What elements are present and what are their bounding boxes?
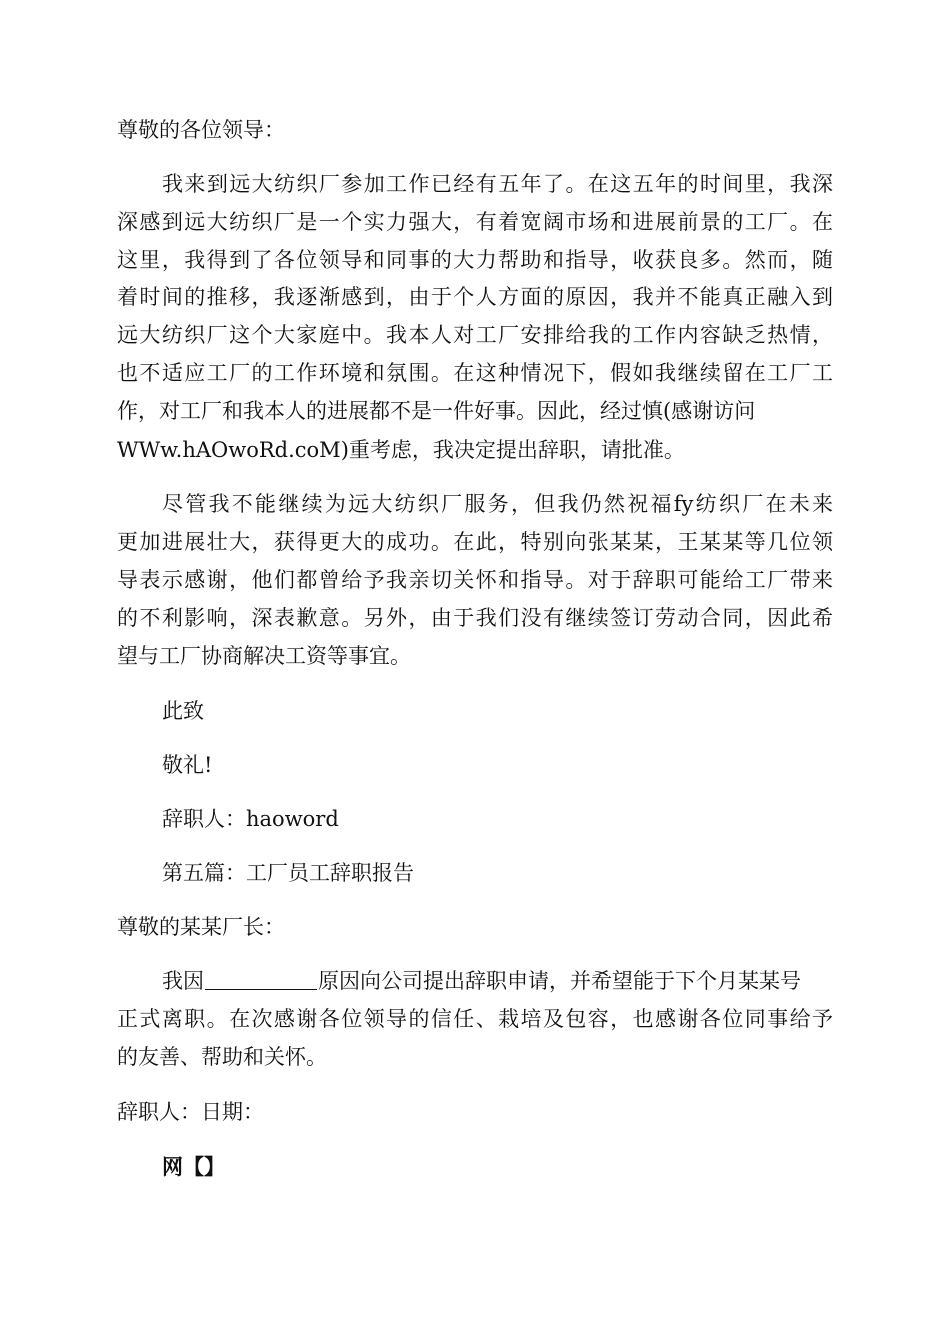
section-title: 第五篇：工厂员工辞职报告 bbox=[162, 861, 414, 885]
paragraph-line: 的不利影响，深表歉意。另外，由于我们没有继续签订劳动合同，因此希 bbox=[117, 606, 833, 630]
paragraph-line: 导表示感谢，他们都曾给予我亲切关怀和指导。对于辞职可能给工厂带来 bbox=[117, 568, 833, 592]
paragraph-line: 作，对工厂和我本人的进展都不是一件好事。因此，经过慎(感谢访问 bbox=[117, 399, 756, 423]
paragraph-text: 我因 bbox=[162, 969, 204, 993]
paragraph-line: 着时间的推移，我逐渐感到，由于个人方面的原因，我并不能真正融入到 bbox=[117, 285, 833, 309]
paragraph-line: 这里，我得到了各位领导和同事的大力帮助和指导，收获良多。然而，随 bbox=[117, 248, 833, 272]
signer-line: 辞职人：haoword bbox=[162, 807, 339, 831]
footer-text: 网【】 bbox=[162, 1155, 225, 1179]
paragraph-line: 深感到远大纺织厂是一个实力强大，有着宽阔市场和进展前景的工厂。在 bbox=[117, 210, 833, 234]
paragraph-line: WWw.hAOwoRd.coM)重考虑，我决定提出辞职，请批准。 bbox=[117, 438, 685, 462]
paragraph-line: 远大纺织厂这个大家庭中。我本人对工厂安排给我的工作内容缺乏热情， bbox=[117, 323, 833, 347]
salutation: 尊敬的各位领导： bbox=[117, 118, 285, 142]
paragraph-line: 的友善、帮助和关怀。 bbox=[117, 1045, 327, 1069]
signer-date-line: 辞职人：日期： bbox=[117, 1100, 264, 1124]
closing-line: 此致 bbox=[162, 699, 204, 723]
paragraph-line: 望与工厂协商解决工资等事宜。 bbox=[117, 644, 411, 668]
salutation: 尊敬的某某厂长： bbox=[117, 915, 285, 939]
fill-in-blank bbox=[205, 969, 317, 990]
paragraph-text: 原因向公司提出辞职申请，并希望能于下个月某某号 bbox=[318, 969, 801, 993]
paragraph-line: 尽管我不能继续为远大纺织厂服务，但我仍然祝福fy纺织厂在未来 bbox=[162, 492, 833, 516]
closing-greeting: 敬礼! bbox=[162, 753, 213, 777]
paragraph-line: 我来到远大纺织厂参加工作已经有五年了。在这五年的时间里，我深 bbox=[162, 172, 833, 196]
paragraph-line: 正式离职。在次感谢各位领导的信任、栽培及包容，也感谢各位同事给予 bbox=[117, 1007, 833, 1031]
paragraph-line bbox=[162, 969, 833, 993]
paragraph-line: 更加进展壮大，获得更大的成功。在此，特别向张某某，王某某等几位领 bbox=[117, 530, 833, 554]
paragraph-line: 也不适应工厂的工作环境和氛围。在这种情况下，假如我继续留在工厂工 bbox=[117, 361, 833, 385]
